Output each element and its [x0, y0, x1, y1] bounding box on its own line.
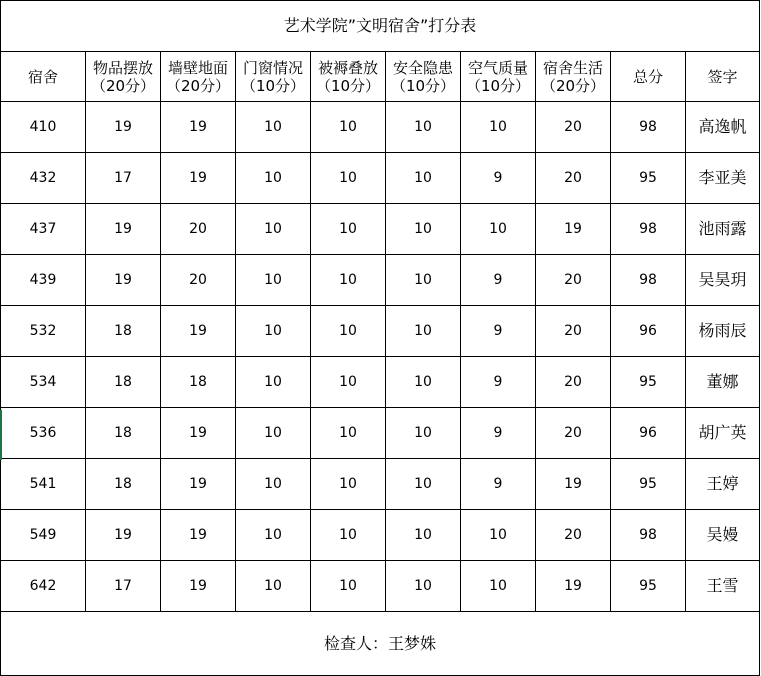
header-row [1, 52, 760, 102]
score-cell[interactable]: 19 [86, 510, 161, 561]
score-cell[interactable]: 19 [536, 204, 611, 255]
total-cell[interactable]: 95 [611, 561, 686, 612]
signature-cell[interactable]: 吴嫚 [686, 510, 760, 561]
score-cell[interactable]: 18 [86, 357, 161, 408]
signature-cell[interactable]: 王婷 [686, 459, 760, 510]
score-cell[interactable]: 9 [461, 255, 536, 306]
score-cell[interactable]: 10 [311, 153, 386, 204]
inspector-cell[interactable]: 检查人：王梦姝 [1, 612, 760, 676]
header-score-weight: （10分） [240, 76, 306, 95]
score-cell[interactable]: 10 [236, 306, 311, 357]
score-cell[interactable]: 20 [536, 408, 611, 459]
table-row [1, 510, 760, 561]
score-cell[interactable]: 10 [236, 153, 311, 204]
header-score-weight: （20分） [165, 76, 231, 95]
score-cell[interactable]: 9 [461, 357, 536, 408]
score-cell[interactable]: 10 [236, 102, 311, 153]
score-cell[interactable]: 19 [536, 459, 611, 510]
total-cell[interactable]: 98 [611, 510, 686, 561]
header-cell[interactable] [536, 52, 611, 102]
header-score-weight: （10分） [465, 76, 531, 95]
score-cell[interactable]: 19 [161, 153, 236, 204]
table-row [1, 153, 760, 204]
header-cell[interactable] [1, 52, 86, 102]
table-row [1, 459, 760, 510]
signature-cell[interactable]: 胡广英 [686, 408, 760, 459]
header-label: 物品摆放 [92, 58, 153, 77]
table-row [1, 408, 760, 459]
score-cell[interactable]: 18 [86, 459, 161, 510]
header-cell[interactable] [611, 52, 686, 102]
header-cell[interactable] [236, 52, 311, 102]
header-label: 被褥叠放 [317, 58, 378, 77]
score-cell[interactable]: 10 [386, 153, 461, 204]
score-cell[interactable]: 18 [86, 408, 161, 459]
dorm-number-cell[interactable]: 432 [1, 153, 86, 204]
dorm-number-cell[interactable]: 642 [1, 561, 86, 612]
table-row [1, 306, 760, 357]
score-cell[interactable]: 10 [386, 204, 461, 255]
score-cell[interactable]: 17 [86, 153, 161, 204]
score-cell[interactable]: 10 [311, 357, 386, 408]
score-cell[interactable]: 10 [236, 510, 311, 561]
score-cell[interactable]: 10 [311, 255, 386, 306]
score-cell[interactable]: 18 [161, 357, 236, 408]
header-label: 宿舍 [27, 67, 58, 86]
selection-indicator [0, 410, 2, 460]
score-cell[interactable]: 10 [311, 204, 386, 255]
score-cell[interactable]: 20 [536, 255, 611, 306]
score-cell[interactable]: 20 [536, 510, 611, 561]
signature-cell[interactable]: 杨雨辰 [686, 306, 760, 357]
score-cell[interactable]: 20 [536, 102, 611, 153]
dorm-number-cell[interactable]: 549 [1, 510, 86, 561]
dorm-number-cell[interactable]: 439 [1, 255, 86, 306]
score-cell[interactable]: 9 [461, 153, 536, 204]
score-cell[interactable]: 10 [236, 408, 311, 459]
score-cell[interactable]: 10 [386, 408, 461, 459]
score-cell[interactable]: 10 [236, 561, 311, 612]
dorm-number-cell[interactable]: 532 [1, 306, 86, 357]
score-cell[interactable]: 9 [461, 459, 536, 510]
signature-cell[interactable]: 李亚美 [686, 153, 760, 204]
title-row [1, 1, 760, 52]
score-cell[interactable]: 19 [86, 204, 161, 255]
score-cell[interactable]: 18 [86, 306, 161, 357]
header-score-weight: （10分） [390, 76, 456, 95]
score-cell[interactable]: 20 [536, 306, 611, 357]
table-row [1, 561, 760, 612]
table-row [1, 102, 760, 153]
score-cell[interactable]: 20 [536, 357, 611, 408]
dorm-number-cell[interactable]: 410 [1, 102, 86, 153]
score-cell[interactable]: 10 [386, 459, 461, 510]
score-cell[interactable]: 19 [161, 306, 236, 357]
score-cell[interactable]: 19 [161, 561, 236, 612]
score-cell[interactable]: 10 [461, 561, 536, 612]
score-cell[interactable]: 10 [236, 459, 311, 510]
score-cell[interactable]: 10 [236, 357, 311, 408]
score-cell[interactable]: 10 [386, 102, 461, 153]
score-cell[interactable]: 10 [461, 102, 536, 153]
score-cell[interactable]: 10 [311, 408, 386, 459]
score-cell[interactable]: 19 [161, 408, 236, 459]
score-cell[interactable]: 19 [161, 459, 236, 510]
score-cell[interactable]: 19 [536, 561, 611, 612]
score-cell[interactable]: 10 [236, 255, 311, 306]
score-cell[interactable]: 10 [461, 510, 536, 561]
header-label: 总分 [632, 67, 663, 86]
dorm-number-cell[interactable]: 541 [1, 459, 86, 510]
score-cell[interactable]: 20 [161, 204, 236, 255]
header-cell[interactable] [386, 52, 461, 102]
score-cell[interactable]: 10 [386, 357, 461, 408]
score-cell[interactable]: 10 [386, 255, 461, 306]
score-cell[interactable]: 9 [461, 408, 536, 459]
score-cell[interactable]: 19 [86, 255, 161, 306]
table-title[interactable]: 艺术学院”文明宿舍”打分表 [1, 1, 760, 52]
score-cell[interactable]: 10 [236, 204, 311, 255]
score-cell[interactable]: 10 [386, 306, 461, 357]
score-cell[interactable]: 10 [311, 561, 386, 612]
total-cell[interactable]: 95 [611, 459, 686, 510]
score-cell[interactable]: 10 [311, 306, 386, 357]
dorm-number-cell[interactable]: 534 [1, 357, 86, 408]
header-score-weight: （20分） [540, 76, 606, 95]
score-cell[interactable]: 10 [386, 561, 461, 612]
signature-cell[interactable]: 董娜 [686, 357, 760, 408]
header-cell[interactable] [161, 52, 236, 102]
total-cell[interactable]: 95 [611, 153, 686, 204]
score-cell[interactable]: 19 [161, 102, 236, 153]
header-cell[interactable] [86, 52, 161, 102]
total-cell[interactable]: 96 [611, 408, 686, 459]
header-cell[interactable] [311, 52, 386, 102]
score-cell[interactable]: 19 [161, 510, 236, 561]
header-label: 空气质量 [467, 58, 528, 77]
signature-cell[interactable]: 吴昊玥 [686, 255, 760, 306]
total-cell[interactable]: 98 [611, 102, 686, 153]
header-cell[interactable] [686, 52, 760, 102]
total-cell[interactable]: 98 [611, 204, 686, 255]
score-cell[interactable]: 19 [86, 102, 161, 153]
header-label: 安全隐患 [392, 58, 453, 77]
dorm-number-cell[interactable]: 536 [1, 408, 86, 459]
signature-cell[interactable]: 高逸帆 [686, 102, 760, 153]
header-label: 签字 [707, 67, 738, 86]
score-cell[interactable]: 10 [311, 102, 386, 153]
score-cell[interactable]: 10 [311, 510, 386, 561]
signature-cell[interactable]: 池雨露 [686, 204, 760, 255]
total-cell[interactable]: 98 [611, 255, 686, 306]
header-label: 墙壁地面 [167, 58, 228, 77]
table-row [1, 357, 760, 408]
footer-row [1, 612, 760, 676]
score-cell[interactable]: 20 [161, 255, 236, 306]
score-cell[interactable]: 17 [86, 561, 161, 612]
score-cell[interactable]: 10 [461, 204, 536, 255]
table-row [1, 204, 760, 255]
header-label: 门窗情况 [242, 58, 303, 77]
header-score-weight: （10分） [315, 76, 381, 95]
score-cell[interactable]: 20 [536, 153, 611, 204]
score-cell[interactable]: 10 [386, 510, 461, 561]
score-cell[interactable]: 9 [461, 306, 536, 357]
table-row [1, 255, 760, 306]
dorm-number-cell[interactable]: 437 [1, 204, 86, 255]
header-label: 宿舍生活 [542, 58, 603, 77]
score-cell[interactable]: 10 [311, 459, 386, 510]
header-cell[interactable] [461, 52, 536, 102]
header-score-weight: （20分） [90, 76, 156, 95]
signature-cell[interactable]: 王雪 [686, 561, 760, 612]
total-cell[interactable]: 96 [611, 306, 686, 357]
total-cell[interactable]: 95 [611, 357, 686, 408]
